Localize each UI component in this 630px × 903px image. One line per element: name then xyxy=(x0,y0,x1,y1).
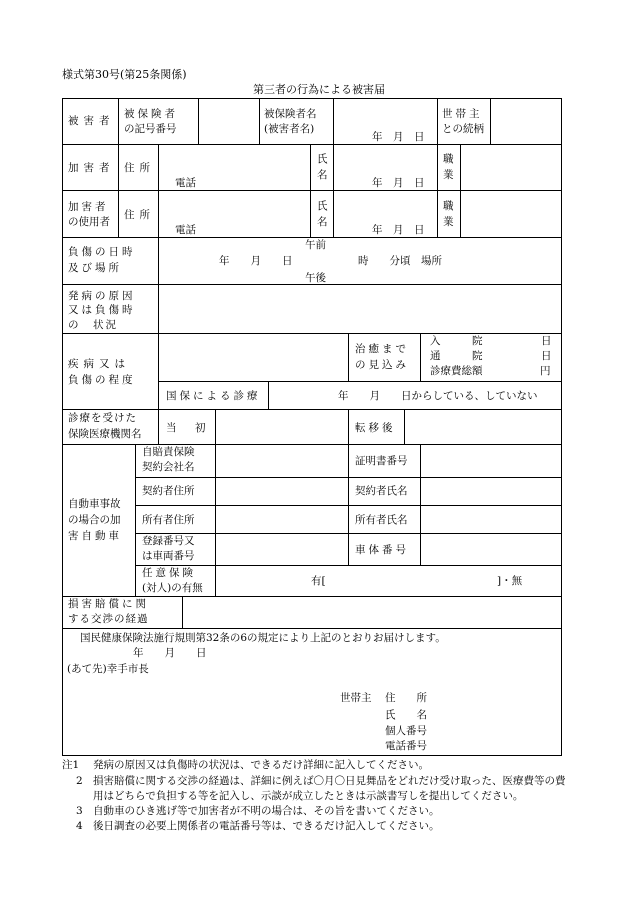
am-option[interactable]: 午前 xyxy=(305,239,326,251)
inpatient-label: 入 院 xyxy=(430,335,483,347)
cause-field[interactable] xyxy=(160,286,560,332)
optional-yes-option[interactable]: 有[ xyxy=(311,575,326,587)
perpetrator-job-field[interactable] xyxy=(462,146,560,189)
optional-insurance-label-2: (対人)の有無 xyxy=(142,582,203,594)
insured-number-field[interactable] xyxy=(200,100,258,143)
severity-label-2: 負傷の程度 xyxy=(68,374,136,386)
initial-institution-field[interactable] xyxy=(217,411,347,443)
applicant-name-label: 氏 名 xyxy=(385,709,427,721)
owner-address-label: 所有者住所 xyxy=(142,514,195,526)
employer-job-field[interactable] xyxy=(462,192,560,236)
registration-label-2: は車両番号 xyxy=(142,550,195,562)
contractor-name-field[interactable] xyxy=(422,479,560,504)
cause-label-2: 又は負傷時 xyxy=(68,304,136,316)
declaration-text: 国民健康保険法施行規則第32条の6の規定により上記のとおりお届けします。 xyxy=(80,632,446,644)
chassis-label: 車体番号 xyxy=(355,544,409,556)
total-cost-label: 診療費総額 xyxy=(430,365,483,377)
owner-address-field[interactable] xyxy=(217,507,347,532)
employer-job-label: 職 xyxy=(443,200,454,212)
relation-label-2: との続柄 xyxy=(442,123,484,135)
outpatient-label: 通 院 xyxy=(430,350,483,362)
contractor-address-label: 契約者住所 xyxy=(142,485,195,497)
employer-name-label: 氏 xyxy=(317,200,328,212)
perpetrator-job-label-2: 業 xyxy=(443,169,454,181)
outpatient-day-unit: 日 xyxy=(541,350,552,362)
insured-name-label: 被保険者名 xyxy=(264,108,317,120)
cali-label-2: 契約会社名 xyxy=(142,461,195,473)
victim-birthdate: 年 月 日 xyxy=(372,131,425,143)
note-2-text-cont: 用はどちらで負担する等を記入し、示談が成立したときは示談書写しを提出してください。 xyxy=(93,790,524,802)
pm-option[interactable]: 午後 xyxy=(305,272,326,284)
perpetrator-job-label: 職 xyxy=(443,153,454,165)
owner-name-field[interactable] xyxy=(422,507,560,532)
institution-label-2: 保険医療機関名 xyxy=(68,428,142,440)
nhi-label: 国保による診療 xyxy=(166,390,261,402)
note-3-number: 3 xyxy=(76,805,83,817)
cause-label: 発病の原因 xyxy=(68,290,136,302)
vehicle-label: 自動車事故 xyxy=(68,498,121,510)
injury-time-label-2: 及び場所 xyxy=(68,262,122,274)
perpetrator-name-label: 氏 xyxy=(317,153,328,165)
injury-time-place: 時 分頃 場所 xyxy=(358,255,442,267)
applicant-phone-label: 電話番号 xyxy=(385,740,427,752)
severity-field[interactable] xyxy=(160,335,347,380)
perpetrator-birthdate: 年 月 日 xyxy=(372,177,425,189)
optional-no-option[interactable]: ]・無 xyxy=(497,575,523,587)
insured-number-label: 被保険者 xyxy=(124,108,178,120)
form-number: 様式第30号(第25条関係) xyxy=(62,68,187,81)
note-2-text: 損害賠償に関する交渉の経過は、詳細に例えば〇月〇日見舞品をどれだけ受け取った、医療費等の費 xyxy=(93,775,566,787)
applicant-address-label: 住 所 xyxy=(385,692,427,704)
perpetrator-phone-label: 電話 xyxy=(175,177,196,189)
perpetrator-name-label-2: 名 xyxy=(317,169,328,181)
employer-name-label-2: 名 xyxy=(317,216,328,228)
household-head-label: 世帯主 xyxy=(340,692,372,704)
chassis-field[interactable] xyxy=(422,535,560,564)
employer-label-2: の使用者 xyxy=(68,216,110,228)
cali-label: 自賠責保険 xyxy=(142,446,195,458)
injury-time-label: 負傷の日時 xyxy=(68,246,136,258)
employer-address-label: 住所 xyxy=(124,209,155,221)
contractor-name-label: 契約者氏名 xyxy=(355,485,408,497)
registration-field[interactable] xyxy=(217,535,347,564)
certificate-field[interactable] xyxy=(422,446,560,476)
cali-company-field[interactable] xyxy=(217,446,347,476)
outlook-label-2: の見込み xyxy=(355,359,409,371)
contractor-address-field[interactable] xyxy=(217,479,347,504)
employer-label: 加害者 xyxy=(68,201,109,213)
yen-unit: 円 xyxy=(540,365,551,377)
inpatient-day-unit: 日 xyxy=(541,335,552,347)
registration-label: 登録番号又 xyxy=(142,535,195,547)
cause-label-3: の 状況 xyxy=(68,319,118,331)
transfer-label: 転移後 xyxy=(355,422,396,434)
outlook-label: 治癒まで xyxy=(355,343,409,355)
employer-birthdate: 年 月 日 xyxy=(372,224,425,236)
employer-job-label-2: 業 xyxy=(443,216,454,228)
nhi-text: 年 月 日からしている、していない xyxy=(338,390,538,402)
relation-label: 世帯主 xyxy=(442,108,483,120)
addressee: (あて先)幸手市長 xyxy=(67,663,149,675)
note-3-text: 自動車のひき逃げ等で加害者が不明の場合は、その旨を書いてください。 xyxy=(93,805,440,817)
certificate-label: 証明書番号 xyxy=(355,455,408,467)
note-1-text: 発病の原因又は負傷時の状況は、できるだけ詳細に記入してください。 xyxy=(93,759,429,771)
vehicle-label-2: の場合の加 xyxy=(68,514,121,526)
relation-field[interactable] xyxy=(492,100,560,143)
perpetrator-label: 加害者 xyxy=(68,162,115,174)
note-1-number: 注1 xyxy=(62,759,80,771)
insured-number-label-2: の記号番号 xyxy=(124,123,177,135)
negotiation-label: 損害賠償に関 xyxy=(68,598,149,610)
applicant-personal-number-label: 個人番号 xyxy=(385,725,427,737)
note-2-number: 2 xyxy=(76,775,83,787)
negotiation-field[interactable] xyxy=(184,598,560,627)
employer-phone-label: 電話 xyxy=(175,224,196,236)
insured-name-label-2: (被害者名) xyxy=(264,123,315,135)
declaration-date: 年 月 日 xyxy=(133,647,207,659)
perpetrator-address-label: 住所 xyxy=(124,162,155,174)
victim-label: 被害者 xyxy=(68,115,115,127)
form-title: 第三者の行為による被害届 xyxy=(253,83,385,96)
severity-label: 疾病又は xyxy=(68,358,130,370)
owner-name-label: 所有者氏名 xyxy=(355,514,408,526)
injury-date: 年 月 日 xyxy=(219,255,293,267)
initial-label: 当 初 xyxy=(166,422,210,434)
negotiation-label-2: する交渉の経過 xyxy=(68,613,149,625)
institution-label: 診療を受けた xyxy=(68,412,137,424)
optional-insurance-label: 任意保険 xyxy=(142,567,196,579)
vehicle-label-3: 害自動車 xyxy=(68,530,122,542)
transfer-institution-field[interactable] xyxy=(406,411,560,443)
note-4-text: 後日調査の必要上関係者の電話番号等は、できるだけ記入してください。 xyxy=(93,820,440,832)
note-4-number: 4 xyxy=(76,820,83,832)
